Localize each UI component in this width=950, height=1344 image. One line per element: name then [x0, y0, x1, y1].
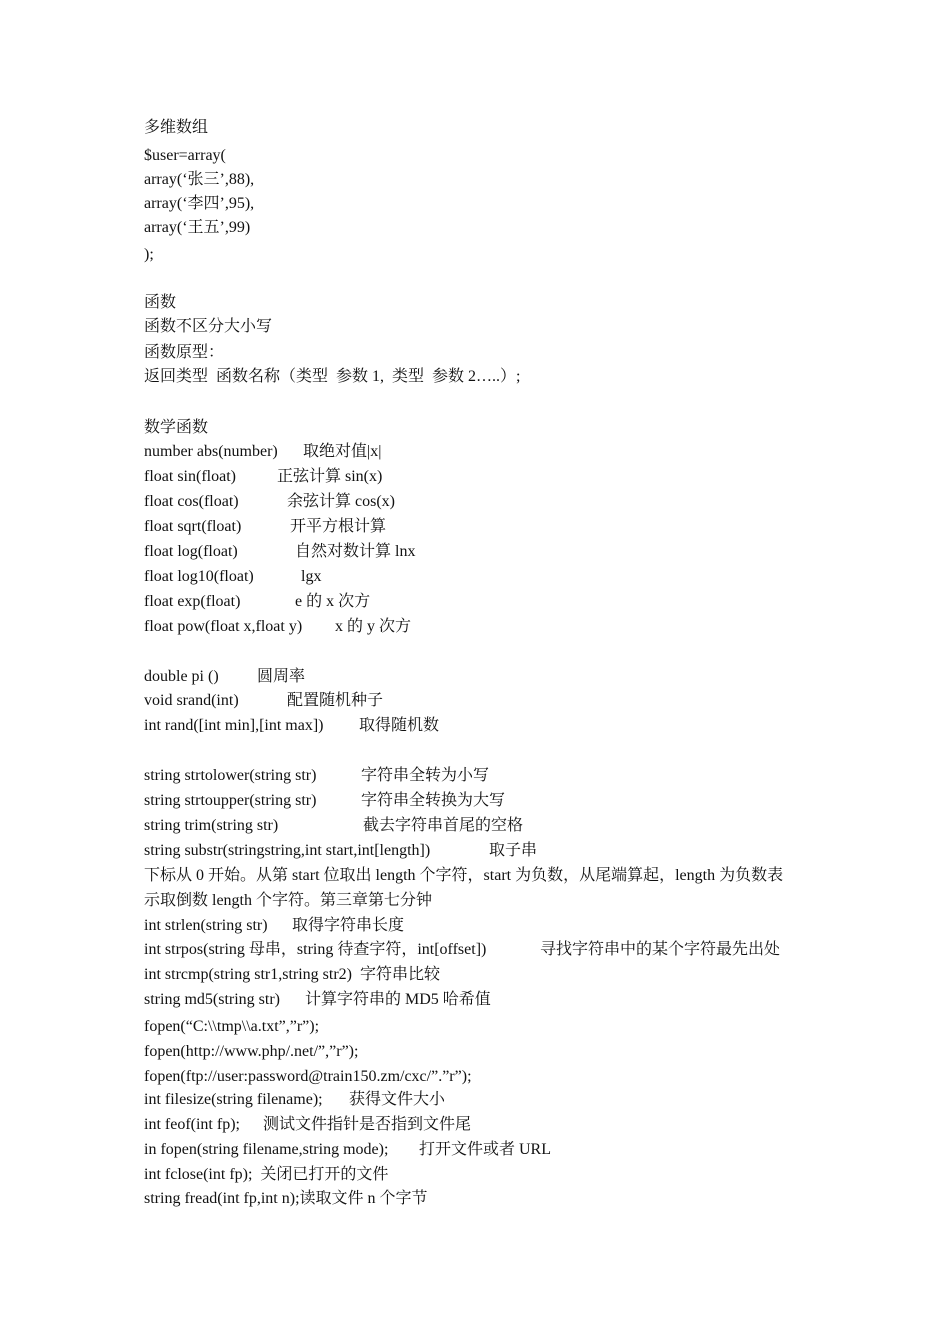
function-signature: string substr(stringstring,int start,int[length]) [144, 842, 431, 859]
function-signature: int fclose(int fp); 关闭已打开的文件 [144, 1166, 389, 1183]
function-signature: string strtoupper(string str) [144, 792, 317, 809]
code-line: array(‘李四’,95), [144, 195, 255, 212]
function-signature: number abs(number) [144, 443, 278, 460]
function-description: 开平方根计算 [290, 518, 387, 535]
function-signature: int feof(int fp); [144, 1116, 240, 1133]
function-description: 取子串 [489, 842, 538, 859]
function-signature: string trim(string str) [144, 817, 279, 834]
heading-math-functions: 数学函数 [144, 419, 209, 436]
function-signature: int rand([int min],[int max]) [144, 717, 324, 734]
function-signature: string strtolower(string str) [144, 767, 317, 784]
function-signature: float pow(float x,float y) [144, 618, 303, 635]
function-description: 配置随机种子 [287, 692, 384, 709]
function-signature: float sqrt(float) [144, 518, 242, 535]
function-description: 圆周率 [257, 668, 306, 685]
function-signature: float sin(float) [144, 468, 236, 485]
function-description: 自然对数计算 lnx [295, 543, 416, 560]
function-description: 字符串全转为小写 [361, 767, 490, 784]
function-signature: float exp(float) [144, 593, 241, 610]
function-description: 获得文件大小 [349, 1091, 446, 1108]
text-line: 函数不区分大小写 [144, 318, 273, 335]
function-description: 寻找字符串中的某个字符最先出处 [540, 941, 781, 958]
function-description: 打开文件或者 URL [419, 1141, 552, 1158]
function-description: 取得字符串长度 [292, 917, 405, 934]
text-line: 函数原型： [144, 344, 225, 361]
function-signature: int strpos(string 母串，string 待查字符，int[offset]) [144, 941, 487, 958]
code-line: array(‘张三’,88), [144, 171, 255, 188]
function-description: 取绝对值|x| [303, 443, 382, 460]
text-line: 示取倒数 length 个字符。第三章第七分钟 [144, 892, 432, 909]
function-signature: int strlen(string str) [144, 917, 268, 934]
function-signature: float log(float) [144, 543, 238, 560]
function-signature: int strcmp(string str1,string str2) 字符串比较 [144, 966, 440, 983]
function-signature: string md5(string str) [144, 991, 280, 1008]
function-signature: int filesize(string filename); [144, 1091, 323, 1108]
function-description: 取得随机数 [359, 717, 440, 734]
function-signature: in fopen(string filename,string mode); [144, 1141, 389, 1158]
function-signature: void srand(int) [144, 692, 239, 709]
code-line: fopen(http://www.php/.net/”,”r”); [144, 1043, 359, 1060]
code-line: $user=array( [144, 147, 226, 164]
function-description: e 的 x 次方 [295, 593, 371, 610]
text-line: 下标从 0 开始。从第 start 位取出 length 个字符，start 为负数，从尾端算起，length 为负数表 [144, 867, 784, 884]
function-signature: float log10(float) [144, 568, 254, 585]
function-description: 正弦计算 sin(x) [277, 468, 383, 485]
function-description: 截去字符串首尾的空格 [363, 817, 524, 834]
heading-multidim-array: 多维数组 [144, 119, 209, 136]
heading-functions: 函数 [144, 294, 177, 311]
function-description: 计算字符串的 MD5 哈希值 [305, 991, 491, 1008]
code-line: fopen(ftp://user:password@train150.zm/cxc/”.”r”); [144, 1068, 472, 1085]
text-line: 返回类型 函数名称（类型 参数 1, 类型 参数 2…..）; [144, 368, 521, 385]
function-signature: double pi () [144, 668, 219, 685]
function-signature: float cos(float) [144, 493, 239, 510]
function-description: lgx [301, 568, 322, 585]
function-description: 字符串全转换为大写 [361, 792, 506, 809]
function-description: 测试文件指针是否指到文件尾 [263, 1116, 472, 1133]
code-line: fopen(“C:\\tmp\\a.txt”,”r”); [144, 1018, 320, 1035]
function-signature: string fread(int fp,int n);读取文件 n 个字节 [144, 1190, 428, 1207]
code-line: array(‘王五’,99) [144, 219, 251, 236]
function-description: 余弦计算 cos(x) [287, 493, 395, 510]
code-line: ); [144, 246, 154, 263]
function-description: x 的 y 次方 [335, 618, 412, 635]
